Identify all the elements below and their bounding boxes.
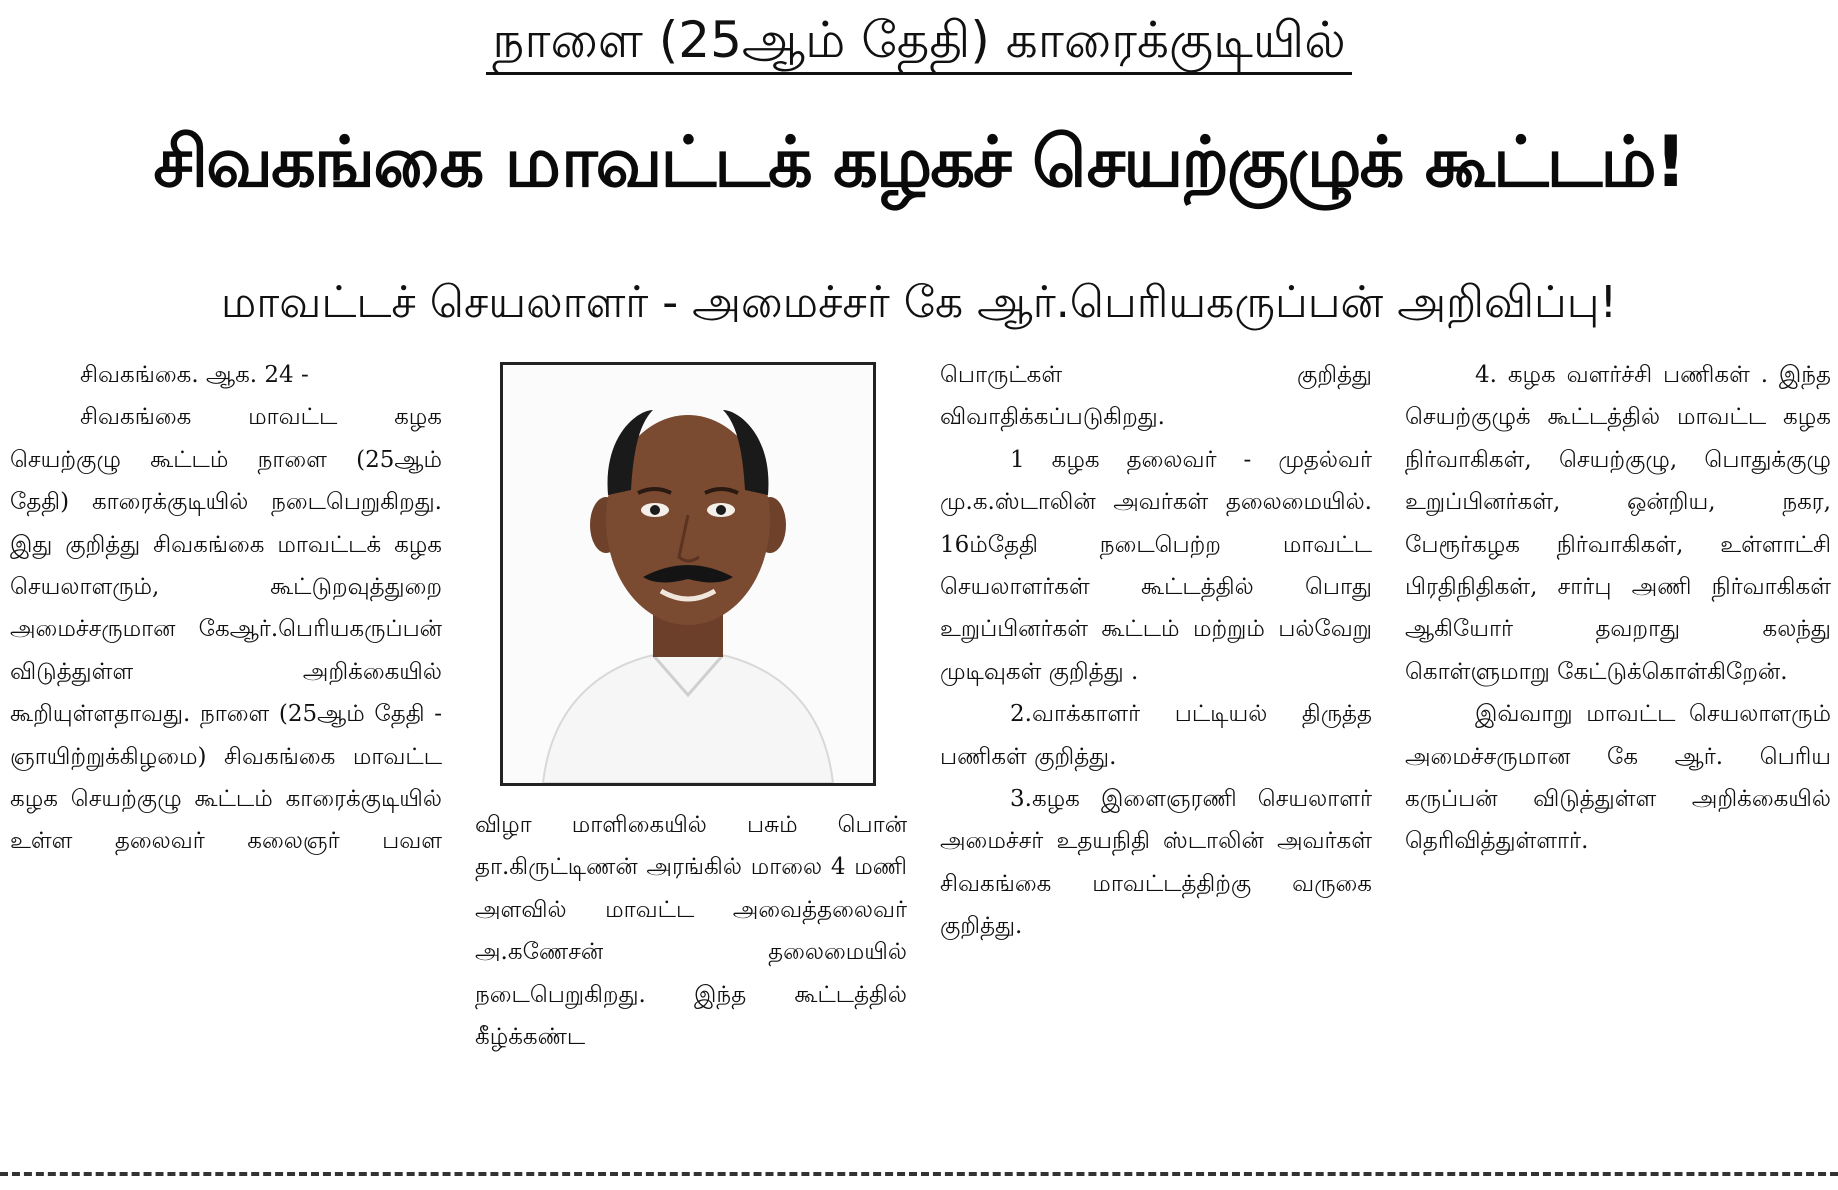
portrait-image xyxy=(503,365,873,783)
paragraph: விழா மாளிகையில் பசும் பொன் தா.கிருட்டிணன் அரங்கில் மாலை 4 மணி அளவில் மாவட்ட அவைத்தலைவர் அ.கணேசன் தலைமையில் நடைபெறுகிறது. இந்த கூட்டத்தில் கீழ்க்கண்ட xyxy=(475,812,907,1051)
subheadline: மாவட்டச் செயலாளர் - அமைச்சர் கே ஆர்.பெரியகருப்பன் அறிவிப்பு! xyxy=(220,277,1618,328)
paragraph: பொருட்கள் குறித்து விவாதிக்கப்படுகிறது. xyxy=(940,362,1372,431)
agenda-item: 2.வாக்காளர் பட்டியல் திருத்த பணிகள் குறித்து. xyxy=(940,701,1372,770)
bottom-divider xyxy=(0,1172,1838,1176)
article-column-1 xyxy=(10,354,442,863)
closing-paragraph: இவ்வாறு மாவட்ட செயலாளரும் அமைச்சருமான கே ஆர். பெரிய கருப்பன் விடுத்துள்ள அறிக்கையில் தெரிவித்துள்ளார். xyxy=(1405,701,1831,855)
agenda-item: 1 கழக தலைவர் - முதல்வர் மு.க.ஸ்டாலின் அவர்கள் தலைமையில். 16ம்தேதி நடைபெற்ற மாவட்ட செயலாளர்கள் கூட்டத்தில் பொது உறுப்பினர்கள் கூட்டம் மற்றும் பல்வேறு முடிவுகள் குறித்து . xyxy=(940,446,1372,685)
kicker-line: நாளை (25ஆம் தேதி) காரைக்குடியில் xyxy=(486,8,1351,75)
article-column-4 xyxy=(1405,354,1831,863)
dateline: சிவகங்கை. ஆக. 24 - xyxy=(80,362,309,388)
agenda-item: 3.கழக இளைஞரணி செயலாளர் அமைச்சர் உதயநிதி ஸ்டாலின் அவர்கள் சிவகங்கை மாவட்டத்திற்கு வருகை குறித்து. xyxy=(940,786,1372,940)
article-column-2 xyxy=(475,804,907,1058)
paragraph: சிவகங்கை மாவட்ட கழக செயற்குழு கூட்டம் நாளை (25ஆம் தேதி) காரைக்குடியில் நடைபெறுகிறது. இது குறித்து சிவகங்கை மாவட்டக் கழக செயலாளரும், கூட்டுறவுத்துறை அமைச்சருமான கேஆர்.பெரியகருப்பன் விடுத்துள்ள அறிக்கையில் கூறியுள்ளதாவது. நாளை (25ஆம் தேதி - ஞாயிற்றுக்கிழமை) சிவகங்கை மாவட்ட கழக செயற்குழு கூட்டம் காரைக்குடியில் உள்ள தலைவர் கலைஞர் பவள xyxy=(10,404,442,855)
article-column-3 xyxy=(940,354,1372,948)
kicker-wrap xyxy=(0,8,1838,75)
agenda-item: 4. கழக வளர்ச்சி பணிகள் . இந்த செயற்குழுக் கூட்டத்தில் மாவட்ட கழக நிர்வாகிகள், செயற்குழு, பொதுக்குழு உறுப்பினர்கள், ஒன்றிய, நகர, பேரூர்கழக நிர்வாகிகள், உள்ளாட்சி பிரதிநிதிகள், சார்பு அணி நிர்வாகிகள் ஆகியோர் தவறாது கலந்து கொள்ளுமாறு கேட்டுக்கொள்கிறேன். xyxy=(1405,362,1831,685)
headline: சிவகங்கை மாவட்டக் கழகச் செயற்குழுக் கூட்டம்! xyxy=(153,121,1685,203)
minister-photo xyxy=(500,362,876,786)
